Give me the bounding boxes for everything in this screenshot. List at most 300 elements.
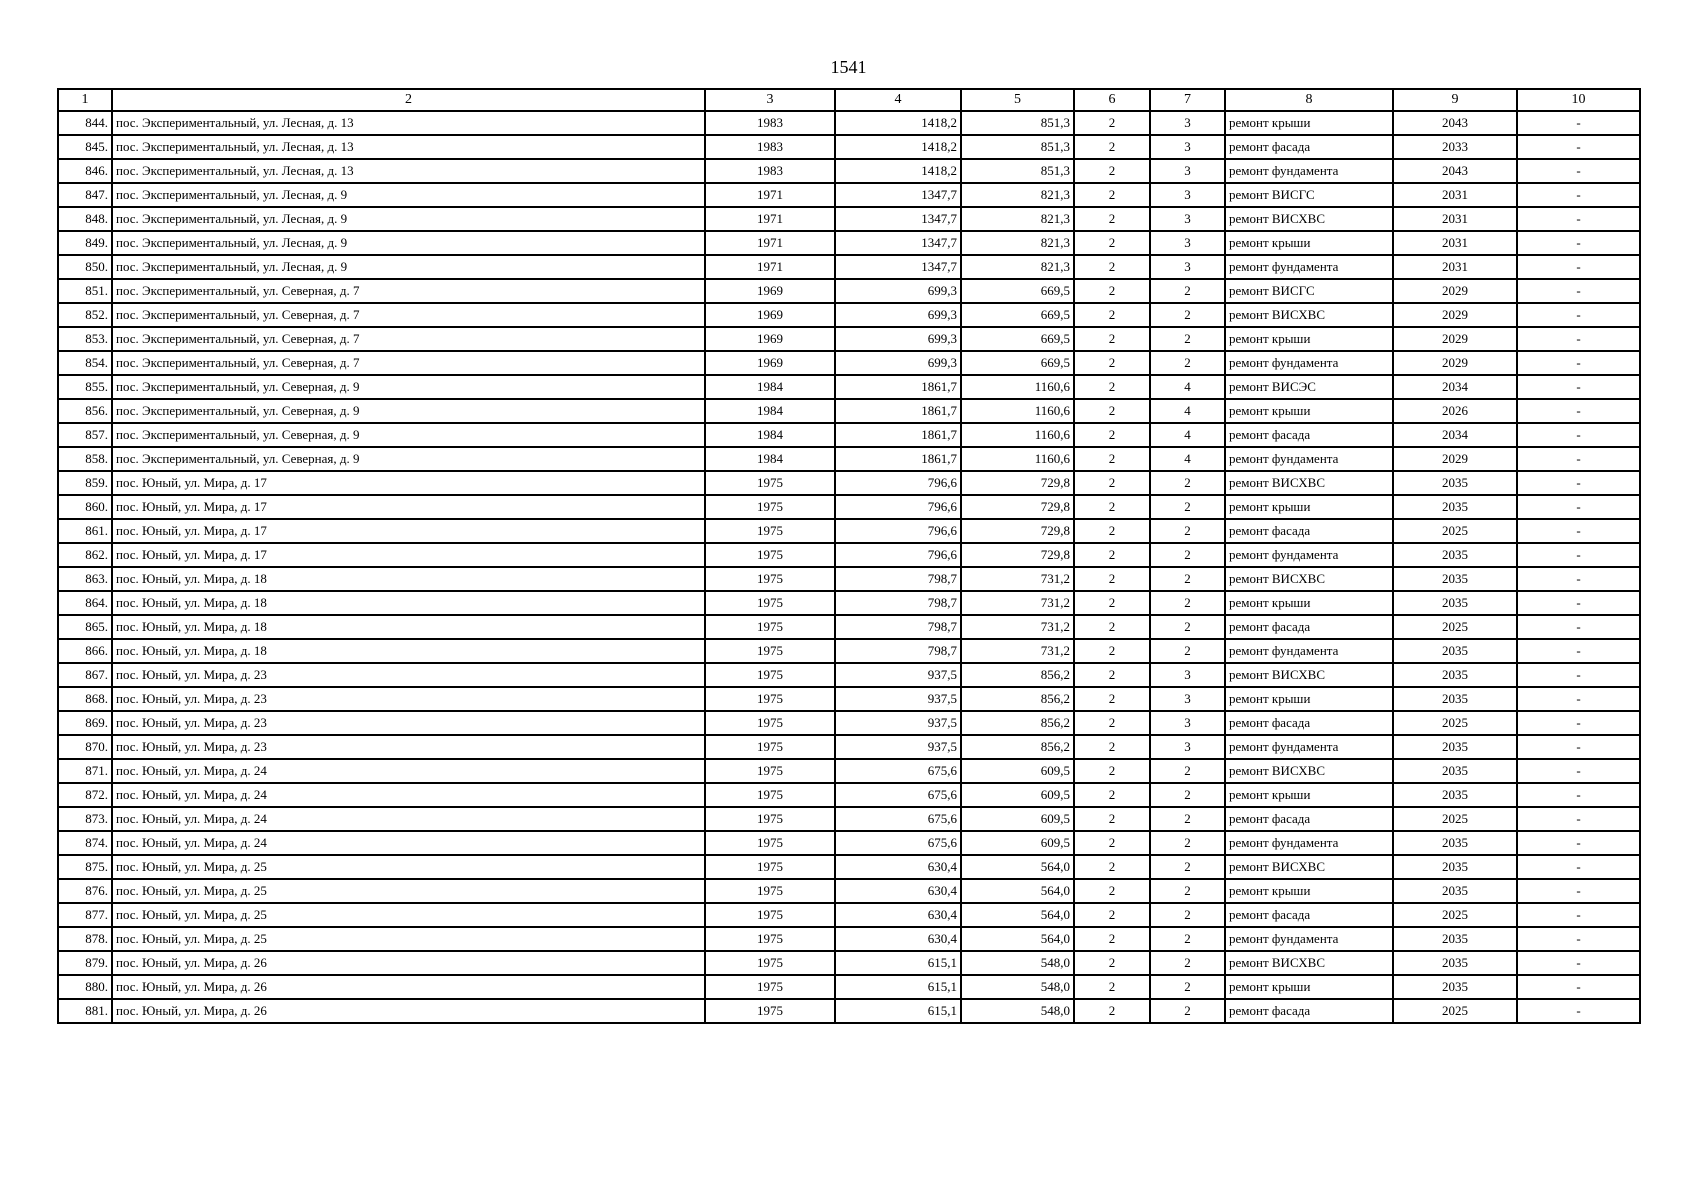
column-header: 6 xyxy=(1074,89,1150,111)
living-area-cell: 1160,6 xyxy=(961,447,1074,471)
living-area-cell: 729,8 xyxy=(961,495,1074,519)
page-number: 1541 xyxy=(830,57,867,77)
living-area-cell: 821,3 xyxy=(961,231,1074,255)
floors-cell: 2 xyxy=(1074,807,1150,831)
row-number-cell: 858. xyxy=(58,447,112,471)
column-header: 4 xyxy=(835,89,961,111)
address-cell: пос. Экспериментальный, ул. Лесная, д. 13 xyxy=(112,135,705,159)
build-year-cell: 1975 xyxy=(705,975,835,999)
planned-year-cell: 2025 xyxy=(1393,999,1517,1023)
address-cell: пос. Юный, ул. Мира, д. 24 xyxy=(112,783,705,807)
table-row xyxy=(58,183,1640,207)
repair-type-cell: ремонт ВИСГС xyxy=(1225,279,1393,303)
floors-cell: 2 xyxy=(1074,183,1150,207)
column-header: 3 xyxy=(705,89,835,111)
floors-cell: 2 xyxy=(1074,279,1150,303)
note-cell: - xyxy=(1517,303,1640,327)
living-area-cell: 669,5 xyxy=(961,351,1074,375)
floors-cell: 2 xyxy=(1074,711,1150,735)
total-area-cell: 675,6 xyxy=(835,783,961,807)
address-cell: пос. Экспериментальный, ул. Северная, д. 7 xyxy=(112,327,705,351)
planned-year-cell: 2031 xyxy=(1393,207,1517,231)
total-area-cell: 937,5 xyxy=(835,711,961,735)
build-year-cell: 1975 xyxy=(705,951,835,975)
planned-year-cell: 2034 xyxy=(1393,423,1517,447)
living-area-cell: 821,3 xyxy=(961,207,1074,231)
address-cell: пос. Экспериментальный, ул. Северная, д. 9 xyxy=(112,423,705,447)
living-area-cell: 1160,6 xyxy=(961,399,1074,423)
living-area-cell: 729,8 xyxy=(961,519,1074,543)
repair-schedule-table xyxy=(57,88,1641,1024)
note-cell: - xyxy=(1517,807,1640,831)
row-number-cell: 846. xyxy=(58,159,112,183)
floors-cell: 2 xyxy=(1074,375,1150,399)
table-row xyxy=(58,615,1640,639)
entrances-cell: 3 xyxy=(1150,711,1225,735)
table-row xyxy=(58,951,1640,975)
living-area-cell: 851,3 xyxy=(961,159,1074,183)
note-cell: - xyxy=(1517,855,1640,879)
note-cell: - xyxy=(1517,399,1640,423)
row-number-cell: 845. xyxy=(58,135,112,159)
floors-cell: 2 xyxy=(1074,927,1150,951)
address-cell: пос. Юный, ул. Мира, д. 26 xyxy=(112,951,705,975)
address-cell: пос. Юный, ул. Мира, д. 24 xyxy=(112,807,705,831)
repair-type-cell: ремонт фасада xyxy=(1225,711,1393,735)
address-cell: пос. Юный, ул. Мира, д. 25 xyxy=(112,903,705,927)
entrances-cell: 2 xyxy=(1150,471,1225,495)
planned-year-cell: 2029 xyxy=(1393,327,1517,351)
address-cell: пос. Юный, ул. Мира, д. 17 xyxy=(112,471,705,495)
planned-year-cell: 2043 xyxy=(1393,111,1517,135)
total-area-cell: 1418,2 xyxy=(835,135,961,159)
total-area-cell: 1347,7 xyxy=(835,207,961,231)
entrances-cell: 2 xyxy=(1150,975,1225,999)
living-area-cell: 851,3 xyxy=(961,135,1074,159)
entrances-cell: 2 xyxy=(1150,879,1225,903)
build-year-cell: 1983 xyxy=(705,135,835,159)
note-cell: - xyxy=(1517,975,1640,999)
floors-cell: 2 xyxy=(1074,423,1150,447)
repair-type-cell: ремонт фасада xyxy=(1225,519,1393,543)
build-year-cell: 1984 xyxy=(705,375,835,399)
table-row xyxy=(58,399,1640,423)
entrances-cell: 2 xyxy=(1150,639,1225,663)
floors-cell: 2 xyxy=(1074,783,1150,807)
build-year-cell: 1975 xyxy=(705,567,835,591)
planned-year-cell: 2035 xyxy=(1393,783,1517,807)
planned-year-cell: 2026 xyxy=(1393,399,1517,423)
repair-type-cell: ремонт крыши xyxy=(1225,975,1393,999)
floors-cell: 2 xyxy=(1074,495,1150,519)
repair-type-cell: ремонт крыши xyxy=(1225,111,1393,135)
build-year-cell: 1975 xyxy=(705,687,835,711)
entrances-cell: 4 xyxy=(1150,375,1225,399)
floors-cell: 2 xyxy=(1074,447,1150,471)
build-year-cell: 1975 xyxy=(705,879,835,903)
build-year-cell: 1975 xyxy=(705,519,835,543)
entrances-cell: 2 xyxy=(1150,567,1225,591)
column-header: 9 xyxy=(1393,89,1517,111)
repair-type-cell: ремонт крыши xyxy=(1225,231,1393,255)
repair-type-cell: ремонт фундамента xyxy=(1225,351,1393,375)
planned-year-cell: 2025 xyxy=(1393,807,1517,831)
note-cell: - xyxy=(1517,159,1640,183)
planned-year-cell: 2035 xyxy=(1393,591,1517,615)
column-header: 1 xyxy=(58,89,112,111)
entrances-cell: 2 xyxy=(1150,615,1225,639)
build-year-cell: 1975 xyxy=(705,783,835,807)
repair-type-cell: ремонт ВИСХВС xyxy=(1225,951,1393,975)
planned-year-cell: 2035 xyxy=(1393,543,1517,567)
column-header: 5 xyxy=(961,89,1074,111)
floors-cell: 2 xyxy=(1074,327,1150,351)
address-cell: пос. Юный, ул. Мира, д. 26 xyxy=(112,975,705,999)
row-number-cell: 854. xyxy=(58,351,112,375)
planned-year-cell: 2035 xyxy=(1393,639,1517,663)
address-cell: пос. Юный, ул. Мира, д. 18 xyxy=(112,639,705,663)
living-area-cell: 1160,6 xyxy=(961,375,1074,399)
living-area-cell: 609,5 xyxy=(961,783,1074,807)
total-area-cell: 937,5 xyxy=(835,663,961,687)
row-number-cell: 871. xyxy=(58,759,112,783)
floors-cell: 2 xyxy=(1074,615,1150,639)
note-cell: - xyxy=(1517,711,1640,735)
floors-cell: 2 xyxy=(1074,567,1150,591)
entrances-cell: 4 xyxy=(1150,399,1225,423)
address-cell: пос. Юный, ул. Мира, д. 23 xyxy=(112,663,705,687)
planned-year-cell: 2035 xyxy=(1393,879,1517,903)
total-area-cell: 699,3 xyxy=(835,351,961,375)
repair-type-cell: ремонт крыши xyxy=(1225,327,1393,351)
note-cell: - xyxy=(1517,135,1640,159)
address-cell: пос. Экспериментальный, ул. Лесная, д. 9 xyxy=(112,231,705,255)
living-area-cell: 548,0 xyxy=(961,975,1074,999)
repair-type-cell: ремонт ВИСХВС xyxy=(1225,759,1393,783)
build-year-cell: 1975 xyxy=(705,495,835,519)
total-area-cell: 630,4 xyxy=(835,855,961,879)
floors-cell: 2 xyxy=(1074,903,1150,927)
planned-year-cell: 2035 xyxy=(1393,495,1517,519)
address-cell: пос. Экспериментальный, ул. Северная, д. 9 xyxy=(112,447,705,471)
entrances-cell: 2 xyxy=(1150,903,1225,927)
floors-cell: 2 xyxy=(1074,543,1150,567)
total-area-cell: 937,5 xyxy=(835,687,961,711)
note-cell: - xyxy=(1517,927,1640,951)
address-cell: пос. Юный, ул. Мира, д. 18 xyxy=(112,615,705,639)
row-number-cell: 853. xyxy=(58,327,112,351)
entrances-cell: 2 xyxy=(1150,807,1225,831)
planned-year-cell: 2035 xyxy=(1393,831,1517,855)
total-area-cell: 796,6 xyxy=(835,543,961,567)
repair-type-cell: ремонт фундамента xyxy=(1225,447,1393,471)
planned-year-cell: 2035 xyxy=(1393,663,1517,687)
column-header: 8 xyxy=(1225,89,1393,111)
planned-year-cell: 2035 xyxy=(1393,567,1517,591)
address-cell: пос. Юный, ул. Мира, д. 26 xyxy=(112,999,705,1023)
total-area-cell: 1861,7 xyxy=(835,375,961,399)
entrances-cell: 3 xyxy=(1150,231,1225,255)
table-row xyxy=(58,975,1640,999)
table-row xyxy=(58,255,1640,279)
build-year-cell: 1975 xyxy=(705,663,835,687)
table-row xyxy=(58,687,1640,711)
row-number-cell: 847. xyxy=(58,183,112,207)
entrances-cell: 3 xyxy=(1150,111,1225,135)
table-row xyxy=(58,327,1640,351)
row-number-cell: 860. xyxy=(58,495,112,519)
note-cell: - xyxy=(1517,351,1640,375)
entrances-cell: 2 xyxy=(1150,495,1225,519)
note-cell: - xyxy=(1517,759,1640,783)
note-cell: - xyxy=(1517,231,1640,255)
planned-year-cell: 2033 xyxy=(1393,135,1517,159)
planned-year-cell: 2034 xyxy=(1393,375,1517,399)
row-number-cell: 859. xyxy=(58,471,112,495)
note-cell: - xyxy=(1517,663,1640,687)
row-number-cell: 857. xyxy=(58,423,112,447)
note-cell: - xyxy=(1517,279,1640,303)
table-row xyxy=(58,711,1640,735)
total-area-cell: 798,7 xyxy=(835,639,961,663)
note-cell: - xyxy=(1517,207,1640,231)
table-row xyxy=(58,639,1640,663)
row-number-cell: 875. xyxy=(58,855,112,879)
row-number-cell: 872. xyxy=(58,783,112,807)
total-area-cell: 1347,7 xyxy=(835,255,961,279)
repair-type-cell: ремонт крыши xyxy=(1225,591,1393,615)
table-row xyxy=(58,735,1640,759)
planned-year-cell: 2035 xyxy=(1393,687,1517,711)
floors-cell: 2 xyxy=(1074,975,1150,999)
entrances-cell: 4 xyxy=(1150,423,1225,447)
build-year-cell: 1971 xyxy=(705,231,835,255)
table-header-row xyxy=(58,89,1640,111)
row-number-cell: 863. xyxy=(58,567,112,591)
repair-type-cell: ремонт фасада xyxy=(1225,135,1393,159)
repair-type-cell: ремонт крыши xyxy=(1225,879,1393,903)
address-cell: пос. Юный, ул. Мира, д. 17 xyxy=(112,519,705,543)
total-area-cell: 615,1 xyxy=(835,999,961,1023)
living-area-cell: 669,5 xyxy=(961,279,1074,303)
total-area-cell: 798,7 xyxy=(835,567,961,591)
entrances-cell: 2 xyxy=(1150,327,1225,351)
note-cell: - xyxy=(1517,783,1640,807)
build-year-cell: 1971 xyxy=(705,183,835,207)
total-area-cell: 796,6 xyxy=(835,471,961,495)
build-year-cell: 1983 xyxy=(705,111,835,135)
living-area-cell: 669,5 xyxy=(961,303,1074,327)
row-number-cell: 849. xyxy=(58,231,112,255)
build-year-cell: 1971 xyxy=(705,255,835,279)
note-cell: - xyxy=(1517,735,1640,759)
living-area-cell: 564,0 xyxy=(961,855,1074,879)
living-area-cell: 729,8 xyxy=(961,471,1074,495)
table-row xyxy=(58,663,1640,687)
table-row xyxy=(58,879,1640,903)
planned-year-cell: 2035 xyxy=(1393,759,1517,783)
note-cell: - xyxy=(1517,327,1640,351)
row-number-cell: 873. xyxy=(58,807,112,831)
planned-year-cell: 2031 xyxy=(1393,231,1517,255)
note-cell: - xyxy=(1517,879,1640,903)
living-area-cell: 731,2 xyxy=(961,591,1074,615)
repair-type-cell: ремонт фундамента xyxy=(1225,159,1393,183)
note-cell: - xyxy=(1517,951,1640,975)
living-area-cell: 669,5 xyxy=(961,327,1074,351)
note-cell: - xyxy=(1517,471,1640,495)
repair-type-cell: ремонт ВИСХВС xyxy=(1225,303,1393,327)
note-cell: - xyxy=(1517,591,1640,615)
table-row xyxy=(58,351,1640,375)
table-row xyxy=(58,759,1640,783)
entrances-cell: 2 xyxy=(1150,855,1225,879)
repair-type-cell: ремонт ВИСХВС xyxy=(1225,663,1393,687)
row-number-cell: 852. xyxy=(58,303,112,327)
floors-cell: 2 xyxy=(1074,999,1150,1023)
row-number-cell: 874. xyxy=(58,831,112,855)
row-number-cell: 844. xyxy=(58,111,112,135)
table-row xyxy=(58,471,1640,495)
note-cell: - xyxy=(1517,111,1640,135)
entrances-cell: 3 xyxy=(1150,255,1225,279)
total-area-cell: 1347,7 xyxy=(835,183,961,207)
table-row xyxy=(58,999,1640,1023)
table-row xyxy=(58,855,1640,879)
build-year-cell: 1975 xyxy=(705,639,835,663)
floors-cell: 2 xyxy=(1074,231,1150,255)
note-cell: - xyxy=(1517,447,1640,471)
build-year-cell: 1975 xyxy=(705,903,835,927)
note-cell: - xyxy=(1517,903,1640,927)
floors-cell: 2 xyxy=(1074,831,1150,855)
planned-year-cell: 2029 xyxy=(1393,303,1517,327)
living-area-cell: 851,3 xyxy=(961,111,1074,135)
table-row xyxy=(58,375,1640,399)
entrances-cell: 3 xyxy=(1150,687,1225,711)
address-cell: пос. Экспериментальный, ул. Лесная, д. 9 xyxy=(112,255,705,279)
row-number-cell: 869. xyxy=(58,711,112,735)
living-area-cell: 731,2 xyxy=(961,639,1074,663)
row-number-cell: 877. xyxy=(58,903,112,927)
floors-cell: 2 xyxy=(1074,759,1150,783)
total-area-cell: 699,3 xyxy=(835,303,961,327)
planned-year-cell: 2043 xyxy=(1393,159,1517,183)
entrances-cell: 2 xyxy=(1150,591,1225,615)
note-cell: - xyxy=(1517,639,1640,663)
note-cell: - xyxy=(1517,423,1640,447)
floors-cell: 2 xyxy=(1074,855,1150,879)
entrances-cell: 2 xyxy=(1150,999,1225,1023)
floors-cell: 2 xyxy=(1074,591,1150,615)
repair-type-cell: ремонт крыши xyxy=(1225,399,1393,423)
floors-cell: 2 xyxy=(1074,639,1150,663)
planned-year-cell: 2035 xyxy=(1393,735,1517,759)
build-year-cell: 1975 xyxy=(705,591,835,615)
address-cell: пос. Юный, ул. Мира, д. 25 xyxy=(112,879,705,903)
row-number-cell: 861. xyxy=(58,519,112,543)
total-area-cell: 1418,2 xyxy=(835,111,961,135)
floors-cell: 2 xyxy=(1074,207,1150,231)
table-row xyxy=(58,447,1640,471)
planned-year-cell: 2025 xyxy=(1393,615,1517,639)
build-year-cell: 1969 xyxy=(705,303,835,327)
entrances-cell: 2 xyxy=(1150,543,1225,567)
table-row xyxy=(58,807,1640,831)
entrances-cell: 4 xyxy=(1150,447,1225,471)
row-number-cell: 867. xyxy=(58,663,112,687)
table-row xyxy=(58,111,1640,135)
floors-cell: 2 xyxy=(1074,735,1150,759)
build-year-cell: 1984 xyxy=(705,447,835,471)
total-area-cell: 630,4 xyxy=(835,927,961,951)
total-area-cell: 675,6 xyxy=(835,831,961,855)
table-row xyxy=(58,303,1640,327)
build-year-cell: 1984 xyxy=(705,423,835,447)
address-cell: пос. Экспериментальный, ул. Лесная, д. 13 xyxy=(112,159,705,183)
total-area-cell: 796,6 xyxy=(835,495,961,519)
table-row xyxy=(58,519,1640,543)
build-year-cell: 1971 xyxy=(705,207,835,231)
table-row xyxy=(58,231,1640,255)
address-cell: пос. Экспериментальный, ул. Лесная, д. 9 xyxy=(112,207,705,231)
entrances-cell: 3 xyxy=(1150,135,1225,159)
build-year-cell: 1983 xyxy=(705,159,835,183)
build-year-cell: 1975 xyxy=(705,807,835,831)
planned-year-cell: 2035 xyxy=(1393,927,1517,951)
entrances-cell: 2 xyxy=(1150,783,1225,807)
living-area-cell: 731,2 xyxy=(961,615,1074,639)
living-area-cell: 548,0 xyxy=(961,951,1074,975)
note-cell: - xyxy=(1517,999,1640,1023)
table-row xyxy=(58,783,1640,807)
build-year-cell: 1975 xyxy=(705,831,835,855)
build-year-cell: 1969 xyxy=(705,351,835,375)
floors-cell: 2 xyxy=(1074,159,1150,183)
living-area-cell: 821,3 xyxy=(961,183,1074,207)
entrances-cell: 2 xyxy=(1150,519,1225,543)
planned-year-cell: 2025 xyxy=(1393,711,1517,735)
total-area-cell: 699,3 xyxy=(835,279,961,303)
total-area-cell: 1418,2 xyxy=(835,159,961,183)
repair-type-cell: ремонт крыши xyxy=(1225,687,1393,711)
address-cell: пос. Экспериментальный, ул. Северная, д. 7 xyxy=(112,279,705,303)
living-area-cell: 564,0 xyxy=(961,879,1074,903)
repair-type-cell: ремонт фундамента xyxy=(1225,927,1393,951)
total-area-cell: 1861,7 xyxy=(835,447,961,471)
repair-type-cell: ремонт ВИСХВС xyxy=(1225,855,1393,879)
row-number-cell: 879. xyxy=(58,951,112,975)
build-year-cell: 1984 xyxy=(705,399,835,423)
repair-type-cell: ремонт ВИСХВС xyxy=(1225,567,1393,591)
repair-type-cell: ремонт фундамента xyxy=(1225,543,1393,567)
row-number-cell: 856. xyxy=(58,399,112,423)
address-cell: пос. Юный, ул. Мира, д. 17 xyxy=(112,495,705,519)
entrances-cell: 3 xyxy=(1150,159,1225,183)
note-cell: - xyxy=(1517,543,1640,567)
living-area-cell: 729,8 xyxy=(961,543,1074,567)
address-cell: пос. Экспериментальный, ул. Лесная, д. 13 xyxy=(112,111,705,135)
total-area-cell: 630,4 xyxy=(835,903,961,927)
build-year-cell: 1975 xyxy=(705,711,835,735)
table-row xyxy=(58,495,1640,519)
repair-type-cell: ремонт фундамента xyxy=(1225,639,1393,663)
address-cell: пос. Юный, ул. Мира, д. 25 xyxy=(112,855,705,879)
note-cell: - xyxy=(1517,831,1640,855)
note-cell: - xyxy=(1517,495,1640,519)
repair-type-cell: ремонт фасада xyxy=(1225,615,1393,639)
planned-year-cell: 2035 xyxy=(1393,855,1517,879)
